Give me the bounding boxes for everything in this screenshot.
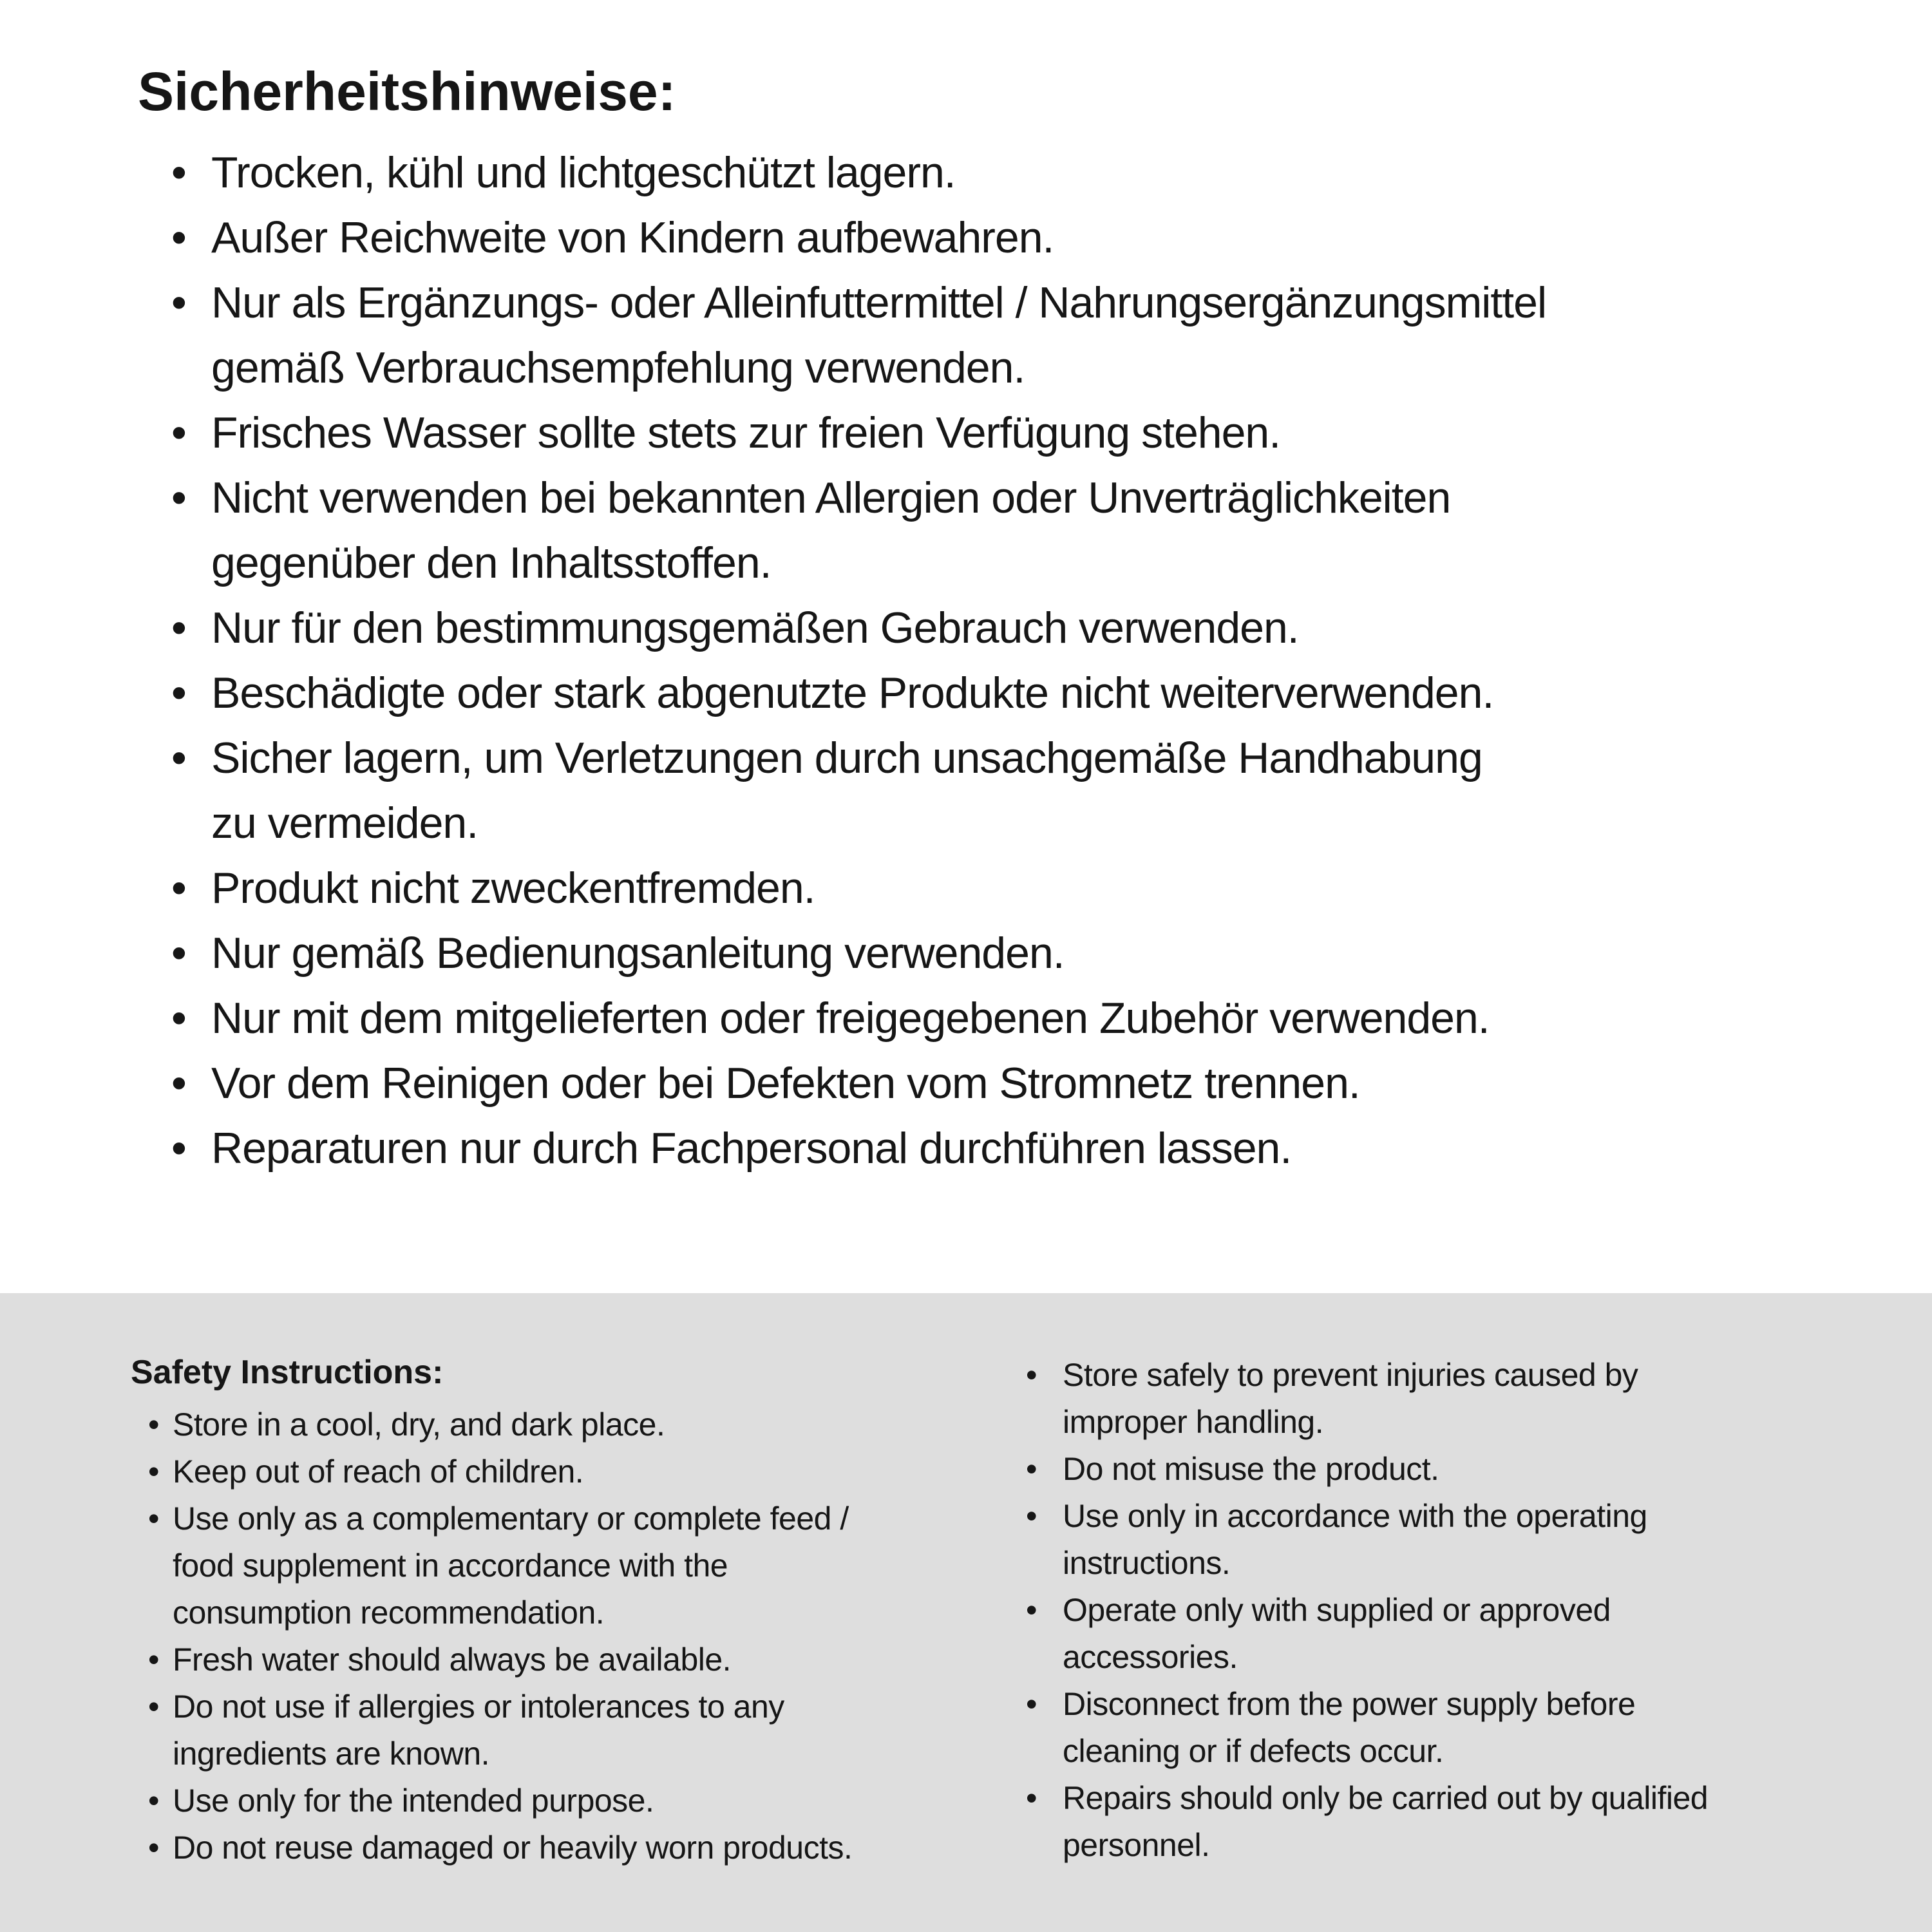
- bullet-line: Keep out of reach of children.: [173, 1454, 584, 1490]
- bullet-text: [211, 140, 956, 205]
- bullet-icon: •: [171, 668, 187, 717]
- bullet-line: gegenüber den Inhaltsstoffen.: [211, 538, 772, 587]
- bullet-text: [173, 1683, 784, 1777]
- english-panel: [0, 1293, 1932, 1932]
- bullet-text: [211, 1051, 1360, 1116]
- bullet-line: Store in a cool, dry, and dark place.: [173, 1406, 665, 1443]
- bullet-icon: •: [1026, 1451, 1037, 1487]
- bullet-line: improper handling.: [1063, 1404, 1324, 1440]
- bullet-line: zu vermeiden.: [211, 799, 478, 848]
- bullet-line: Use only in accordance with the operating: [1063, 1498, 1647, 1534]
- bullet-line: Do not misuse the product.: [1063, 1451, 1439, 1487]
- bullet-text: [211, 661, 1493, 726]
- english-right-column: [1026, 1352, 1921, 1869]
- bullet-line: Frisches Wasser sollte stets zur freien Verfügung stehen.: [211, 408, 1281, 457]
- bullet-line: cleaning or if defects occur.: [1063, 1733, 1444, 1769]
- bullet-line: accessories.: [1063, 1639, 1238, 1675]
- bullet-icon: •: [171, 1059, 187, 1108]
- bullet-text: [211, 270, 1546, 401]
- bullet-icon: •: [171, 213, 187, 262]
- english-left-list: [148, 1401, 1026, 1871]
- bullet-icon: •: [171, 1124, 187, 1173]
- bullet-item: [1026, 1352, 1921, 1446]
- bullet-item: [171, 726, 1932, 856]
- bullet-item: [171, 986, 1932, 1051]
- bullet-icon: •: [1026, 1498, 1037, 1534]
- bullet-line: Produkt nicht zweckentfremden.: [211, 864, 815, 913]
- bullet-line: consumption recommendation.: [173, 1595, 605, 1631]
- bullet-line: Nur mit dem mitgelieferten oder freigegebenen Zubehör verwenden.: [211, 994, 1490, 1043]
- bullet-text: [211, 921, 1065, 986]
- bullet-line: Use only for the intended purpose.: [173, 1783, 654, 1819]
- english-left-column: [131, 1349, 1026, 1871]
- bullet-text: [1063, 1493, 1647, 1587]
- bullet-text: [173, 1495, 849, 1636]
- bullet-line: gemäß Verbrauchsempfehlung verwenden.: [211, 343, 1025, 392]
- bullet-line: Sicher lagern, um Verletzungen durch unsachgemäße Handhabung: [211, 734, 1482, 782]
- bullet-item: [148, 1495, 1026, 1636]
- bullet-line: Reparaturen nur durch Fachpersonal durchführen lassen.: [211, 1124, 1292, 1173]
- bullet-icon: •: [171, 864, 187, 913]
- bullet-item: [1026, 1587, 1921, 1681]
- bullet-text: [173, 1824, 852, 1871]
- bullet-item: [171, 596, 1932, 661]
- bullet-item: [1026, 1681, 1921, 1775]
- bullet-item: [148, 1636, 1026, 1683]
- bullet-icon: •: [171, 994, 187, 1043]
- bullet-icon: •: [171, 278, 187, 327]
- german-bullet-list: [171, 140, 1932, 1181]
- bullet-line: personnel.: [1063, 1827, 1210, 1863]
- bullet-text: [211, 1116, 1291, 1181]
- bullet-item: [148, 1683, 1026, 1777]
- bullet-item: [171, 856, 1932, 921]
- bullet-line: Nur gemäß Bedienungsanleitung verwenden.: [211, 929, 1065, 978]
- bullet-item: [171, 1051, 1932, 1116]
- bullet-icon: •: [171, 734, 187, 782]
- bullet-text: [1063, 1775, 1708, 1869]
- bullet-item: [148, 1777, 1026, 1824]
- bullet-line: Nur für den bestimmungsgemäßen Gebrauch verwenden.: [211, 603, 1299, 652]
- bullet-line: Fresh water should always be available.: [173, 1642, 732, 1678]
- bullet-item: [148, 1448, 1026, 1495]
- bullet-text: [211, 401, 1280, 466]
- bullet-line: Außer Reichweite von Kindern aufbewahren.: [211, 213, 1054, 262]
- bullet-icon: •: [1026, 1780, 1037, 1816]
- bullet-line: ingredients are known.: [173, 1736, 490, 1772]
- bullet-item: [171, 270, 1932, 401]
- bullet-text: [1063, 1681, 1635, 1775]
- bullet-text: [211, 726, 1482, 856]
- bullet-icon: •: [1026, 1686, 1037, 1722]
- bullet-text: [173, 1448, 583, 1495]
- bullet-item: [171, 661, 1932, 726]
- bullet-item: [1026, 1493, 1921, 1587]
- bullet-icon: •: [1026, 1592, 1037, 1628]
- bullet-icon: •: [171, 929, 187, 978]
- bullet-text: [1063, 1352, 1638, 1446]
- bullet-item: [171, 921, 1932, 986]
- bullet-text: [211, 856, 815, 921]
- bullet-text: [211, 466, 1450, 596]
- bullet-line: Disconnect from the power supply before: [1063, 1686, 1636, 1722]
- bullet-item: [148, 1824, 1026, 1871]
- bullet-item: [171, 466, 1932, 596]
- bullet-line: instructions.: [1063, 1545, 1231, 1581]
- bullet-line: Beschädigte oder stark abgenutzte Produkte nicht weiterverwenden.: [211, 668, 1494, 717]
- bullet-line: food supplement in accordance with the: [173, 1548, 728, 1584]
- bullet-text: [1063, 1446, 1439, 1493]
- bullet-text: [1063, 1587, 1611, 1681]
- english-right-list: [1026, 1352, 1921, 1869]
- bullet-icon: •: [171, 473, 187, 522]
- bullet-item: [148, 1401, 1026, 1448]
- bullet-item: [171, 1116, 1932, 1181]
- bullet-line: Nur als Ergänzungs- oder Alleinfuttermittel / Nahrungsergänzungsmittel: [211, 278, 1547, 327]
- bullet-icon: •: [148, 1454, 160, 1490]
- bullet-icon: •: [148, 1783, 160, 1819]
- bullet-text: [173, 1777, 654, 1824]
- bullet-icon: •: [148, 1689, 160, 1725]
- bullet-text: [211, 205, 1054, 270]
- bullet-item: [171, 140, 1932, 205]
- english-title: Safety Instructions:: [131, 1354, 444, 1391]
- bullet-line: Do not use if allergies or intolerances to any: [173, 1689, 784, 1725]
- bullet-icon: •: [148, 1406, 160, 1443]
- bullet-line: Use only as a complementary or complete feed /: [173, 1501, 849, 1537]
- bullet-icon: •: [148, 1501, 160, 1537]
- bullet-text: [211, 596, 1299, 661]
- bullet-line: Trocken, kühl und lichtgeschützt lagern.: [211, 148, 956, 197]
- bullet-item: [171, 401, 1932, 466]
- bullet-line: Nicht verwenden bei bekannten Allergien oder Unverträglichkeiten: [211, 473, 1451, 522]
- bullet-text: [173, 1636, 731, 1683]
- bullet-icon: •: [171, 603, 187, 652]
- bullet-text: [211, 986, 1490, 1051]
- bullet-line: Do not reuse damaged or heavily worn products.: [173, 1830, 853, 1866]
- german-title: Sicherheitshinweise:: [138, 61, 676, 122]
- bullet-icon: •: [148, 1830, 160, 1866]
- bullet-line: Vor dem Reinigen oder bei Defekten vom Stromnetz trennen.: [211, 1059, 1360, 1108]
- bullet-line: Operate only with supplied or approved: [1063, 1592, 1611, 1628]
- bullet-icon: •: [171, 408, 187, 457]
- bullet-icon: •: [171, 148, 187, 197]
- bullet-text: [173, 1401, 665, 1448]
- bullet-icon: •: [1026, 1357, 1037, 1393]
- bullet-item: [1026, 1775, 1921, 1869]
- bullet-line: Store safely to prevent injuries caused by: [1063, 1357, 1638, 1393]
- bullet-line: Repairs should only be carried out by qualified: [1063, 1780, 1709, 1816]
- bullet-item: [1026, 1446, 1921, 1493]
- bullet-icon: •: [148, 1642, 160, 1678]
- bullet-item: [171, 205, 1932, 270]
